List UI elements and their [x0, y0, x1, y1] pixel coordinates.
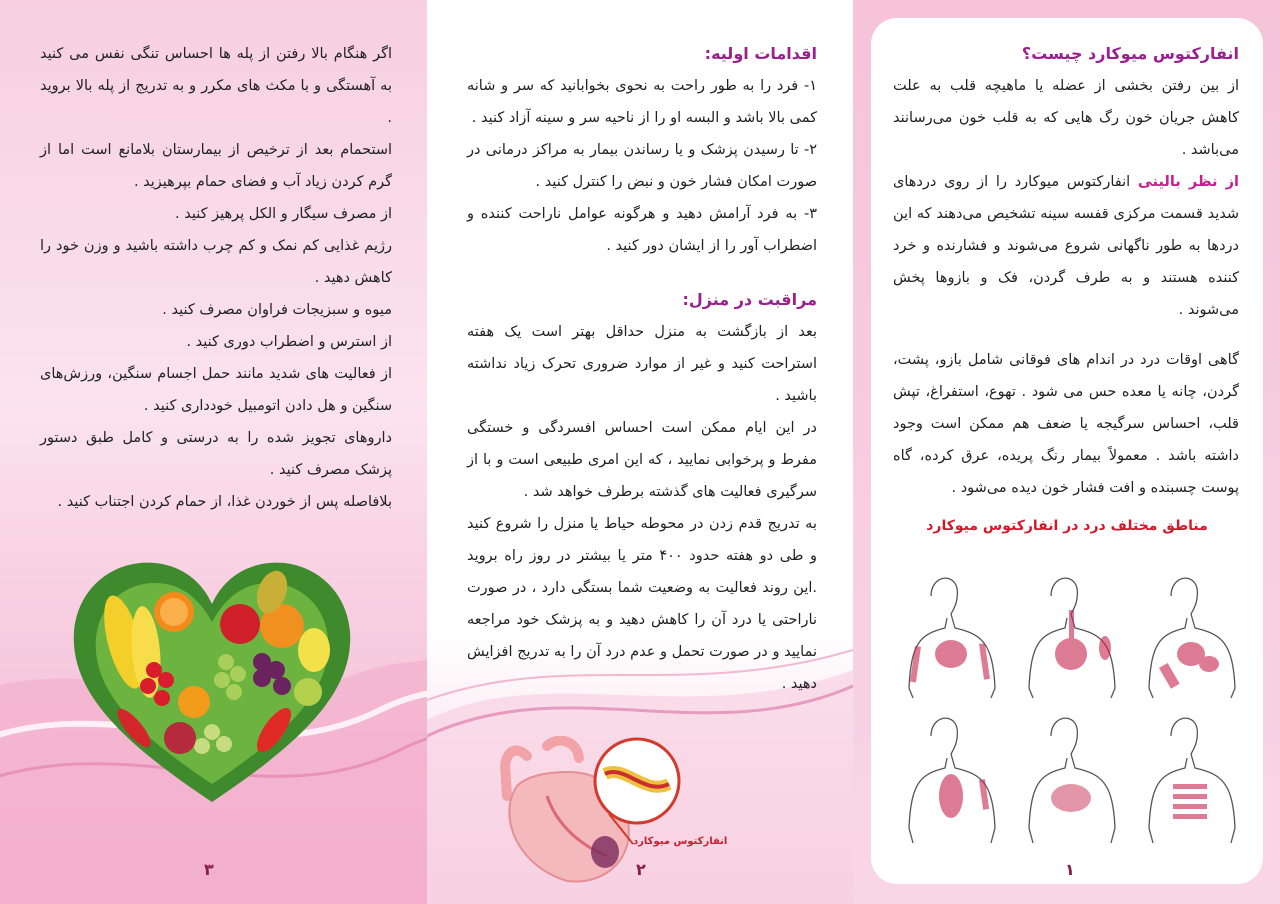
home-care-heading: مراقبت در منزل: — [682, 290, 817, 309]
panel-page-3 — [0, 0, 427, 904]
page-number: ۲ — [636, 860, 646, 879]
advice-item: از فعالیت های شدید مانند حمل اجسام سنگین، ورزش‌های سنگین و هل دادن اتومبیل خودداری کنید . — [40, 366, 392, 414]
advice-item: داروهای تجویز شده را به درستی و کامل طبق دستور پزشک مصرف کنید . — [40, 430, 392, 478]
home-care-item: بعد از بازگشت به منزل حداقل بهتر است یک هفته استراحت کنید و غیر از موارد ضروری تحرک زیاد نداشته باشید . — [467, 324, 817, 404]
pain-areas-figure — [891, 558, 1251, 858]
mi-definition — [893, 38, 1239, 504]
advice-item: رژیم غذایی کم نمک و کم چرب داشته باشید و وزن خود را کاهش دهید . — [40, 238, 392, 286]
home-care-item: به تدریج قدم زدن در محوطه حیاط یا منزل را شروع کنید و طی دو هفته حدود ۴۰۰ متر یا بیشتر در روز راه بروید .این روند فعالیت به وضعیت شما بستگی دارد ، در صورت ناراحتی یا درد آن را کاهش دهید و به پزشک خود مراجعه نمایید و در صورت تحمل و عدم درد آن را به تدریج افزایش دهید . — [467, 516, 817, 692]
figure-caption: مناطق مختلف درد در انفارکتوس میوکارد — [926, 518, 1208, 534]
page-number: ۳ — [204, 860, 214, 879]
panel-page-1 — [853, 0, 1280, 904]
fruit-heart-image — [62, 552, 362, 812]
content-card — [871, 18, 1263, 884]
definition-text: از بین رفتن بخشی از عضله یا ماهیچه قلب به علت کاهش جریان خون رگ هایی که به قلب خون می‌رسانند می‌باشد . — [893, 78, 1239, 158]
clinical-label: از نظر بالینی — [1137, 174, 1239, 190]
heart-anatomy-image — [487, 736, 737, 886]
first-aid-item: ۲- تا رسیدن پزشک و یا رساندن بیمار به مراکز درمانی در صورت امکان فشار خون و نبض را کنترل کنید . — [467, 142, 817, 190]
heart-label: انفارکتوس میوکارد — [633, 836, 728, 847]
lifestyle-advice — [40, 38, 392, 518]
advice-item: از استرس و اضطراب دوری کنید . — [186, 334, 392, 350]
advice-item: از مصرف سیگار و الکل پرهیز کنید . — [175, 206, 392, 222]
first-aid-item: ۱- فرد را به طور راحت به نحوی بخوابانید که سر و شانه کمی بالا باشد و البسه او را از ناحیه سر و سینه آزاد کنید . — [467, 78, 817, 126]
advice-item: بلافاصله پس از خوردن غذا، از حمام کردن اجتناب کنید . — [57, 494, 392, 510]
page-number: ۱ — [1065, 860, 1075, 879]
advice-item: اگر هنگام بالا رفتن از پله ها احساس تنگی نفس می کنید به آهستگی و با مکث های مکرر و به تدریج از پله بالا بروید . — [40, 46, 392, 126]
panel-page-2 — [427, 0, 853, 904]
pain-highlights — [910, 610, 1219, 819]
advice-item: میوه و سبزیجات فراوان مصرف کنید . — [162, 302, 392, 318]
symptoms-text: گاهی اوقات درد در اندام های فوقانی شامل بازو، پشت، گردن، چانه یا معده حس می شود . تهوع، استفراغ، تپش قلب، احساس سرگیجه یا ضعف هم ممکن است وجود داشته باشد . معمولاً بیمار رنگ پریده، عرق کرده، گاه پوست چسبنده و افت فشار خون دیده می‌شود . — [893, 352, 1239, 496]
clinical-text: انفارکتوس میوکارد را از روی دردهای شدید قسمت مرکزی قفسه سینه تشخیص می‌دهند که این دردها به طور ناگهانی شروع می‌شوند و فشارنده و خرد کننده هستند و به طرف گردن، فک و بازوها پخش می‌شوند . — [893, 174, 1239, 318]
first-aid-heading: اقدامات اولیه: — [704, 44, 817, 63]
clinical-paragraph — [893, 166, 1239, 326]
advice-item: استحمام بعد از ترخیص از بیمارستان بلامانع است اما از گرم کردن زیاد آب و فضای حمام بپرهیزید . — [40, 142, 392, 190]
home-care-item: در این ایام ممکن است احساس افسردگی و خستگی مفرط و پرخوابی نمایید ، که این امری طبیعی است و با از سرگیری فعالیت های گذشته برطرف خواهد شد . — [467, 420, 817, 500]
first-aid-section — [467, 38, 817, 700]
page-title: انفارکتوس میوکارد چیست؟ — [1021, 44, 1239, 63]
first-aid-item: ۳- به فرد آرامش دهید و هرگونه عوامل ناراحت کننده و اضطراب آور را از ایشان دور کنید . — [467, 206, 817, 254]
